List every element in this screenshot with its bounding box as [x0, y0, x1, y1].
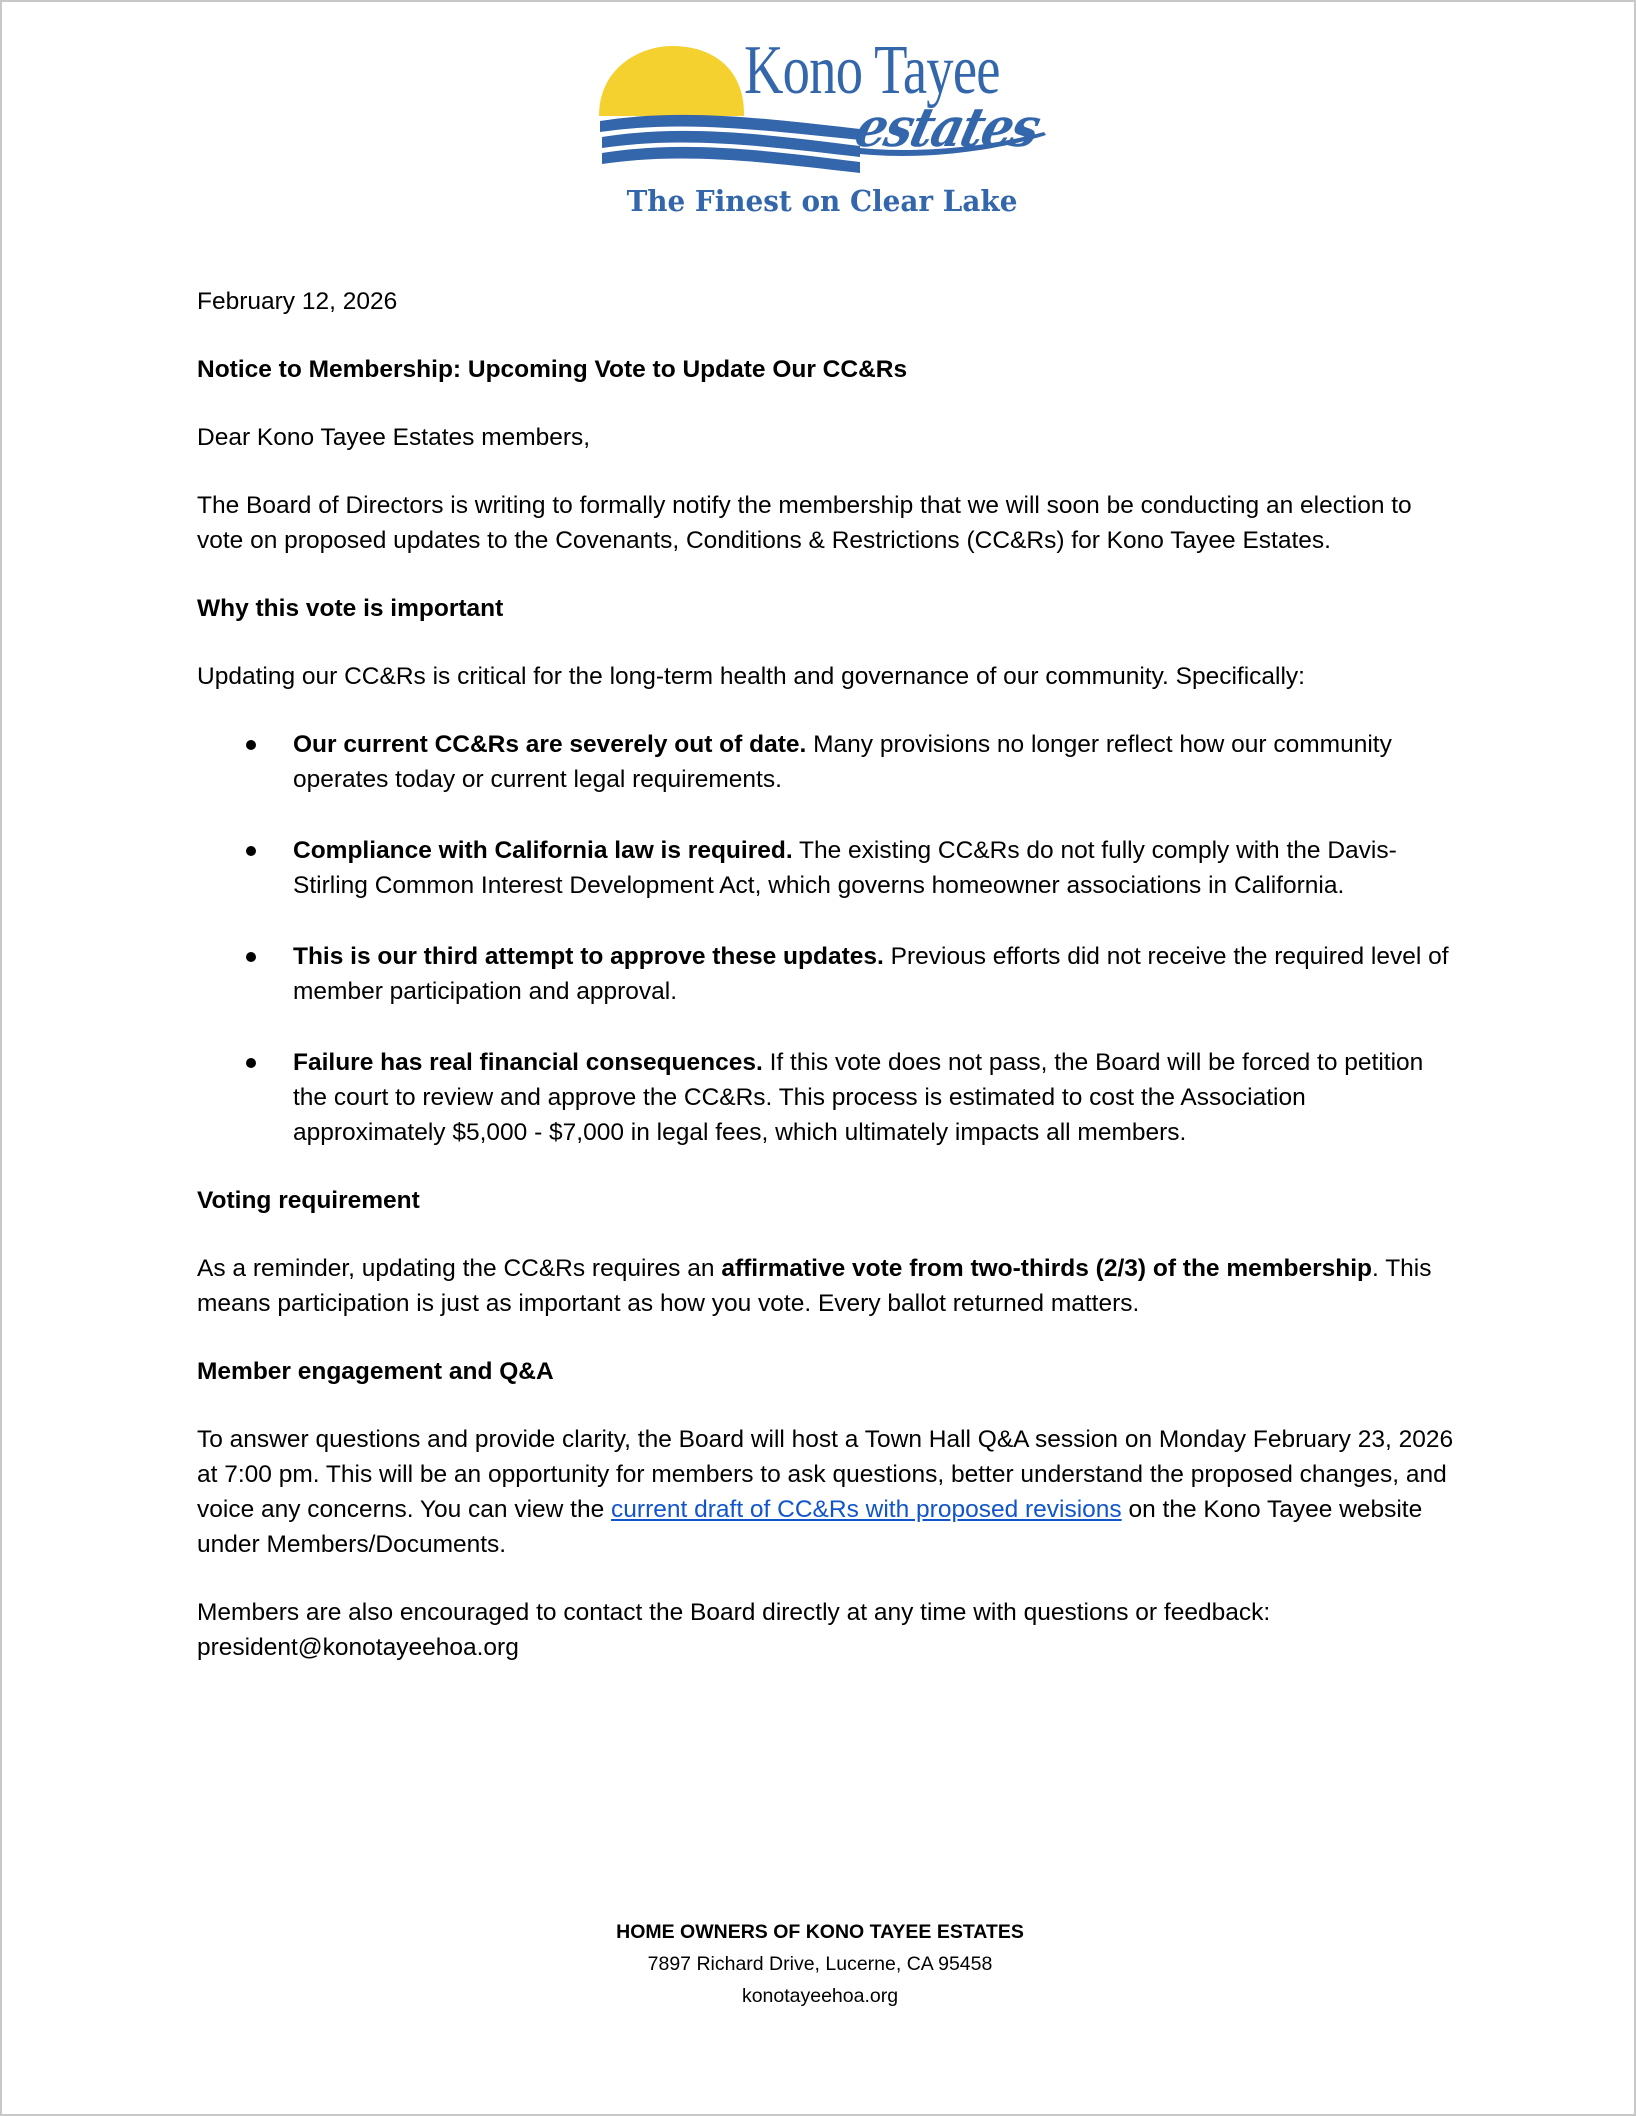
- list-item: [197, 939, 1457, 1009]
- letter-title: [197, 352, 1457, 387]
- voting-text-bold: affirmative vote from two-thirds (2/3) of the membership: [721, 1255, 1373, 1282]
- logo-tagline: The Finest on Clear Lake: [626, 184, 1018, 218]
- qa-heading-text: Member engagement and Q&A: [197, 1358, 554, 1385]
- intro-paragraph: The Board of Directors is writing to formally notify the membership that we will soon be conducting an election to vote on proposed updates to the Covenants, Conditions & Restrictions (CC&Rs) for Kono Tayee Estates.: [197, 492, 1412, 554]
- contact-text: Members are also encouraged to contact the Board directly at any time with questions or feedback:: [197, 1599, 1271, 1626]
- logo-name: Kono Tayee: [744, 32, 1000, 109]
- bullet-icon: [246, 952, 256, 962]
- reasons-list: [197, 727, 1457, 1150]
- bullet-text: Many provisions no longer reflect how our community operates today or current legal requirements.: [293, 731, 1392, 793]
- bullet-icon: [246, 846, 256, 856]
- bullet-lead: Failure has real financial consequences.: [293, 1049, 763, 1076]
- contact-email: president@konotayeehoa.org: [197, 1634, 519, 1661]
- bullet-text: If this vote does not pass, the Board will be forced to petition the court to review and approve the CC&Rs. This process is estimated to cost the Association approximately $5,000 - $7,000 in legal fees, which ultimately impacts all members.: [293, 1049, 1424, 1146]
- bullet-icon: [246, 1058, 256, 1068]
- bullet-lead: This is our third attempt to approve these updates.: [293, 943, 884, 970]
- list-item: [197, 1045, 1457, 1150]
- contact-paragraph: [197, 1595, 1457, 1665]
- kono-tayee-logo: [592, 32, 1052, 226]
- letter-title-text: Notice to Membership: Upcoming Vote to Update Our CC&Rs: [197, 356, 908, 383]
- bullet-icon: [246, 740, 256, 750]
- list-item: [197, 833, 1457, 903]
- footer-address: 7897 Richard Drive, Lucerne, CA 95458: [647, 1953, 993, 1975]
- bullet-text: Previous efforts did not receive the required level of member participation and approval.: [293, 943, 1449, 1005]
- why-heading: [197, 591, 1457, 626]
- qa-paragraph: [197, 1422, 1457, 1562]
- bullet-lead: Compliance with California law is required.: [293, 837, 793, 864]
- voting-heading-text: Voting requirement: [197, 1187, 420, 1214]
- logo-script: estates: [849, 95, 1046, 159]
- qa-text-after: on the Kono Tayee website under Members/Documents.: [197, 1496, 1423, 1558]
- voting-paragraph: [197, 1251, 1457, 1321]
- qa-heading: [197, 1354, 1457, 1389]
- voting-text-after: . This means participation is just as important as how you vote. Every ballot returned matters.: [197, 1255, 1432, 1317]
- list-item: [197, 727, 1457, 797]
- voting-text-before: As a reminder, updating the CC&Rs requires an: [197, 1255, 722, 1282]
- letter-body: [197, 284, 1457, 1698]
- voting-heading: [197, 1183, 1457, 1218]
- footer-org: HOME OWNERS OF KONO TAYEE ESTATES: [616, 1921, 1024, 1943]
- ccrs-draft-link[interactable]: current draft of CC&Rs with proposed revisions: [611, 1496, 1122, 1523]
- letter-date: February 12, 2026: [197, 288, 398, 315]
- qa-text-before: To answer questions and provide clarity, the Board will host a Town Hall Q&A session on Monday February 23, 2026 at 7:00 pm. This will be an opportunity for members to ask questions, better understand the proposed changes, and voice any concerns. You can view the: [197, 1426, 1454, 1523]
- why-heading-text: Why this vote is important: [197, 595, 504, 622]
- why-intro: Updating our CC&Rs is critical for the long-term health and governance of our community. Specifically:: [197, 663, 1305, 690]
- footer-website: konotayeehoa.org: [741, 1985, 899, 2007]
- bullet-lead: Our current CC&Rs are severely out of date.: [293, 731, 807, 758]
- salutation: Dear Kono Tayee Estates members,: [197, 424, 591, 451]
- bullet-text: The existing CC&Rs do not fully comply with the Davis-Stirling Common Interest Development Act, which governs homeowner associations in California.: [293, 837, 1397, 899]
- letterhead-footer: [2, 1916, 1636, 2012]
